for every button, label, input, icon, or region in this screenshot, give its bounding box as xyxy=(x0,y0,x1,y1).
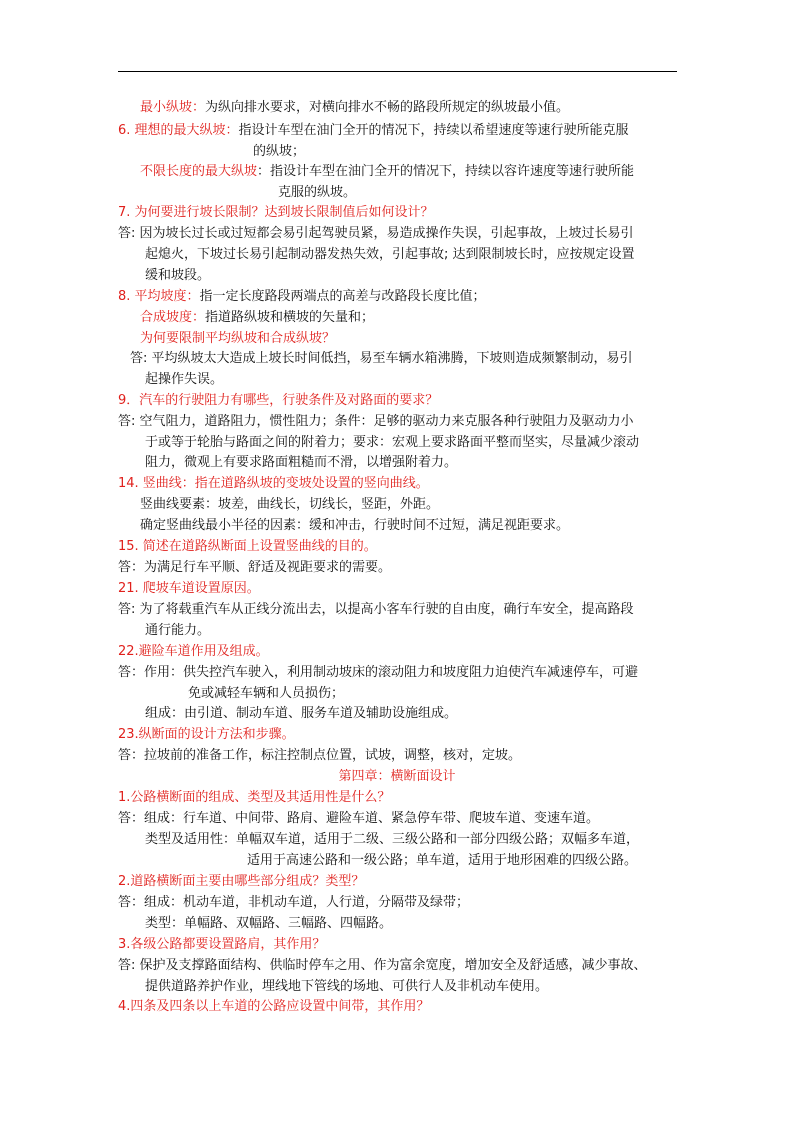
highlight-text: 3.各级公路都要设置路肩，其作用？ xyxy=(118,937,326,952)
text-line xyxy=(118,936,325,953)
highlight-text: 7. 为何要进行坡长限制？达到坡长限制值后如何设计？ xyxy=(118,205,434,220)
text-line xyxy=(130,350,633,367)
text-line xyxy=(140,330,335,347)
body-text: 适用于高速公路和一级公路；单车道，适用于地形困难的四级公路。 xyxy=(247,853,638,868)
body-text: 答：为满足行车平顺、舒适及视距要求的需要。 xyxy=(118,560,392,575)
text-line xyxy=(278,184,356,201)
text-line xyxy=(140,163,634,180)
text-line xyxy=(118,559,391,576)
text-line xyxy=(118,122,629,139)
highlight-text: 2.道路横断面主要由哪些部分组成？类型？ xyxy=(118,874,365,889)
text-line xyxy=(118,894,469,911)
highlight-text: 4.四条及四条以上车道的公路应设置中间带，其作用？ xyxy=(118,999,430,1014)
text-line xyxy=(140,309,374,326)
text-line xyxy=(145,831,639,848)
body-text: 确定竖曲线最小半径的因素：缓和冲击，行驶时间不过短，满足视距要求。 xyxy=(140,518,570,533)
highlight-text: 8. 平均坡度： xyxy=(118,289,200,304)
body-text: 答: 因为坡长过长或过短都会易引起驾驶员紧，易造成操作失误，引起事故，上坡过长易引 xyxy=(118,226,634,241)
text-line xyxy=(145,915,392,932)
body-text: 起熄火，下坡过长易引起制动器发热失效，引起事故; 达到限制坡长时，应按规定设置 xyxy=(145,247,635,262)
highlight-text: 最小纵坡： xyxy=(140,100,206,115)
text-line xyxy=(140,517,569,534)
text-line xyxy=(145,622,210,639)
text-line xyxy=(118,204,434,221)
text-line xyxy=(145,267,210,284)
text-line xyxy=(118,810,599,827)
body-text: 指设计车型在油门全开的情况下，持续以希望速度等速行驶所能克服 xyxy=(238,123,629,138)
body-text: 组成：由引道、制动车道、服务车道及辅助设施组成。 xyxy=(145,706,458,721)
body-text: 克服的纵坡。 xyxy=(278,185,357,200)
highlight-text: 第四章：横断面设计 xyxy=(338,769,456,784)
body-text: 答: 为了将载重汽车从正线分流出去，以提高小客车行驶的自由度，确行车安全，提高路段 xyxy=(118,602,634,617)
text-line xyxy=(188,685,344,702)
highlight-text: 15. 简述在道路纵断面上设置竖曲线的目的。 xyxy=(118,539,377,554)
highlight-text: 14. 竖曲线：指在道路纵坡的变坡处设置的竖向曲线。 xyxy=(118,476,429,491)
chapter-heading xyxy=(0,768,794,785)
body-text: 答：组成：行车道、中间带、路肩、避险车道、紧急停车带、爬坡车道、变速车道。 xyxy=(118,811,600,826)
text-line xyxy=(145,371,223,388)
body-text: 的纵坡； xyxy=(253,144,306,159)
text-line xyxy=(145,978,548,995)
text-line xyxy=(247,852,637,869)
text-line xyxy=(118,475,429,492)
text-line xyxy=(118,664,638,681)
body-text: 类型及适用性：单幅双车道，适用于二级、三级公路和一部分四级公路；双幅多车道， xyxy=(145,832,640,847)
body-text: 起操作失误。 xyxy=(145,372,224,387)
highlight-text: 1.公路横断面的组成、类型及其适用性是什么？ xyxy=(118,790,391,805)
body-text: 指道路纵坡和横坡的矢量和； xyxy=(205,310,375,325)
text-line xyxy=(118,392,438,409)
text-line xyxy=(118,789,390,806)
text-line xyxy=(118,873,364,890)
body-text: 竖曲线要素：坡差，曲线长，切线长，竖距，外距。 xyxy=(140,497,440,512)
text-line xyxy=(140,496,439,513)
text-line xyxy=(118,601,634,618)
text-line xyxy=(118,998,429,1015)
text-line xyxy=(145,705,457,722)
text-line xyxy=(253,143,305,160)
text-line xyxy=(118,225,634,242)
highlight-text: 9．汽车的行驶阻力有哪些，行驶条件及对路面的要求？ xyxy=(118,393,439,408)
text-line xyxy=(140,99,569,116)
highlight-text: 6. 理想的最大纵坡： xyxy=(118,123,239,138)
text-line xyxy=(118,288,486,305)
body-text: 答: 平均纵坡太大造成上坡长时间低挡，易至车辆水箱沸腾，下坡则造成频繁制动，易引 xyxy=(130,351,633,366)
body-text: ：指设计车型在油门全开的情况下，持续以容许速度等速行驶所能 xyxy=(257,164,635,179)
body-text: 答：组成：机动车道，非机动车道，人行道，分隔带及绿带； xyxy=(118,895,470,910)
body-text: 阻力，微观上有要求路面粗糙而不滑，以增强附着力。 xyxy=(145,455,458,470)
highlight-text: 21. 爬坡车道设置原因。 xyxy=(118,581,260,596)
body-text: 免或减轻车辆和人员损伤； xyxy=(188,686,345,701)
text-line xyxy=(118,580,260,597)
body-text: 通行能力。 xyxy=(145,623,211,638)
body-text: 为纵向排水要求，对横向排水不畅的路段所规定的纵坡最小值。 xyxy=(205,100,570,115)
body-text: 类型：单幅路、双幅路、三幅路、四幅路。 xyxy=(145,916,393,931)
highlight-text: 为何要限制平均纵坡和合成纵坡？ xyxy=(140,331,336,346)
body-text: 答：拉坡前的准备工作，标注控制点位置，试坡，调整，核对，定坡。 xyxy=(118,748,522,763)
highlight-text: 23.纵断面的设计方法和步骤。 xyxy=(118,727,295,742)
body-text: 答: 空气阻力，道路阻力，惯性阻力；条件：足够的驱动力来克服各种行驶阻力及驱动力小 xyxy=(118,414,634,429)
body-text: 答：作用：供失控汽车驶入，利用制动坡床的滚动阻力和坡度阻力迫使汽车减速停车，可避 xyxy=(118,665,639,680)
text-line xyxy=(145,434,639,451)
body-text: 缓和坡段。 xyxy=(145,268,211,283)
body-text: 提供道路养护作业，埋线地下管线的场地、可供行人及非机动车使用。 xyxy=(145,979,549,994)
body-text: 指一定长度路段两端点的高差与改路段长度比值； xyxy=(199,289,486,304)
text-line xyxy=(145,246,635,263)
body-text: 于或等于轮胎与路面之间的附着力；要求：宏观上要求路面平整而坚实，尽量减少滚动 xyxy=(145,435,640,450)
text-line xyxy=(118,413,634,430)
highlight-text: 22.避险车道作用及组成。 xyxy=(118,644,269,659)
text-line xyxy=(118,726,295,743)
body-text: 答: 保护及支撑路面结构、供临时停车之用、作为富余宽度，增加安全及舒适感，减少事故、 xyxy=(118,958,647,973)
text-line xyxy=(118,747,521,764)
highlight-text: 不限长度的最大纵坡 xyxy=(140,164,258,179)
highlight-text: 合成坡度： xyxy=(140,310,206,325)
text-line xyxy=(118,957,647,974)
text-line xyxy=(118,538,377,555)
header-rule xyxy=(118,71,677,72)
text-line xyxy=(145,454,457,471)
text-line xyxy=(118,643,269,660)
